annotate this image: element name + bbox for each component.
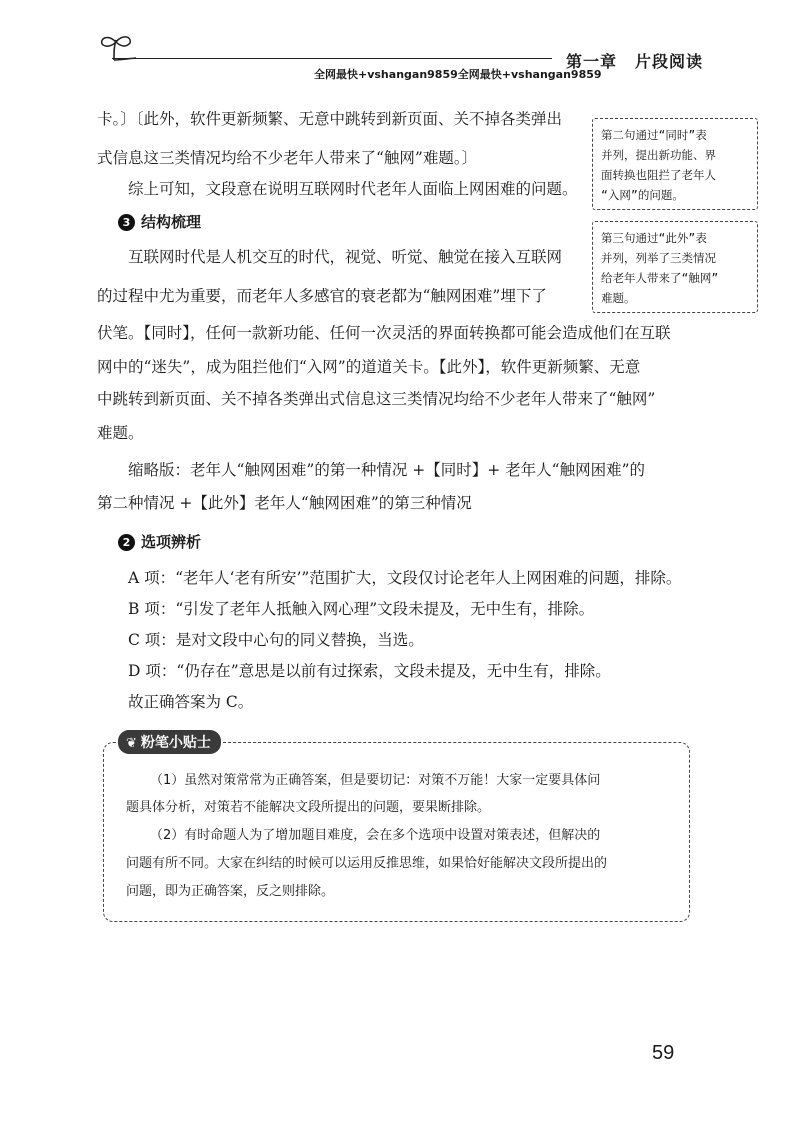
tip-line: 题具体分析，对策若不能解决文段所提出的问题，要果断排除。 (126, 800, 491, 815)
note-line: 难题。 (601, 291, 636, 305)
leaf-icon: ❦ (126, 736, 137, 751)
section-structure (118, 211, 201, 232)
section-title: 结构梳理 (141, 213, 202, 231)
section-number-icon: 2 (118, 534, 135, 551)
structure-line: 网中的“迷失”，成为阻拦他们“入网”的道道关卡。【此外】，软件更新频繁、无意 (97, 358, 641, 376)
margin-note (592, 221, 758, 313)
option-d: D 项：“仍存在”意思是以前有过探索，文段未提及，无中生有，排除。 (128, 662, 611, 680)
section-options (118, 531, 201, 552)
note-line: 第三句通过“此外”表 (601, 231, 707, 245)
header-rule (112, 58, 552, 59)
summary-line: 第二种情况 +【此外】老年人“触网困难”的第三种情况 (97, 494, 472, 512)
answer-line: 故正确答案为 C。 (128, 693, 254, 711)
note-line: 并列，提出新功能、界 (601, 148, 716, 162)
body-line: 卡。〕〔此外，软件更新频繁、无意中跳转到新页面、关不掉各类弹出 (97, 110, 563, 128)
chapter-number: 第一章 (566, 52, 618, 71)
body-line: 式信息这三类情况均给不少老年人带来了“触网”难题。〕 (97, 149, 478, 167)
conclusion-line: 综上可知，文段意在说明互联网时代老年人面临上网困难的问题。 (128, 180, 578, 198)
structure-line: 互联网时代是人机交互的时代，视觉、听觉、触觉在接入互联网 (128, 248, 563, 266)
option-a: A 项：“老年人‘老有所安’”范围扩大，文段仅讨论老年人上网困难的问题，排除。 (128, 569, 682, 587)
tip-line: 问题，即为正确答案，反之则排除。 (126, 884, 335, 899)
structure-line: 伏笔。【同时】，任何一款新功能、任何一次灵活的界面转换都可能会造成他们在互联 (97, 324, 671, 342)
option-b: B 项：“引发了老年人抵触入网心理”文段未提及，无中生有，排除。 (128, 600, 595, 618)
structure-line: 中跳转到新页面、关不掉各类弹出式信息这三类情况均给不少老年人带来了“触网” (97, 390, 656, 408)
summary-line: 缩略版：老年人“触网困难”的第一种情况 +【同时】+ 老年人“触网困难”的 (128, 461, 646, 479)
option-c: C 项：是对文段中心句的同义替换，当选。 (128, 631, 424, 649)
section-title: 选项辨析 (141, 533, 202, 551)
tips-title-text: 粉笔小贴士 (140, 735, 211, 751)
tip-line: （1）虽然对策常常为正确答案，但是要切记：对策不万能！大家一定要具体问 (150, 773, 601, 788)
note-line: “入网”的问题。 (601, 188, 684, 202)
structure-line: 难题。 (97, 424, 144, 442)
note-line: 给老年人带来了“触网” (601, 271, 719, 285)
watermark: 全网最快+vshangan9859全网最快+vshangan9859 (314, 68, 602, 81)
section-number-icon: 3 (118, 214, 135, 231)
margin-note (592, 118, 758, 210)
page-number: 59 (652, 1042, 675, 1064)
note-line: 第二句通过“同时”表 (601, 128, 707, 142)
note-line: 并列，列举了三类情况 (601, 251, 716, 265)
tip-line: 问题有所不同。大家在纠结的时候可以运用反推思维，如果恰好能解决文段所提出的 (126, 856, 608, 871)
structure-line: 的过程中尤为重要，而老年人多感官的衰老都为“触网困难”埋下了 (97, 287, 547, 305)
tip-line: （2）有时命题人为了增加题目难度，会在多个选项中设置对策表述，但解决的 (150, 828, 601, 843)
tips-title (118, 730, 221, 754)
chapter-title: 片段阅读 (635, 52, 704, 71)
note-line: 面转换也阻拦了老年人 (601, 168, 716, 182)
